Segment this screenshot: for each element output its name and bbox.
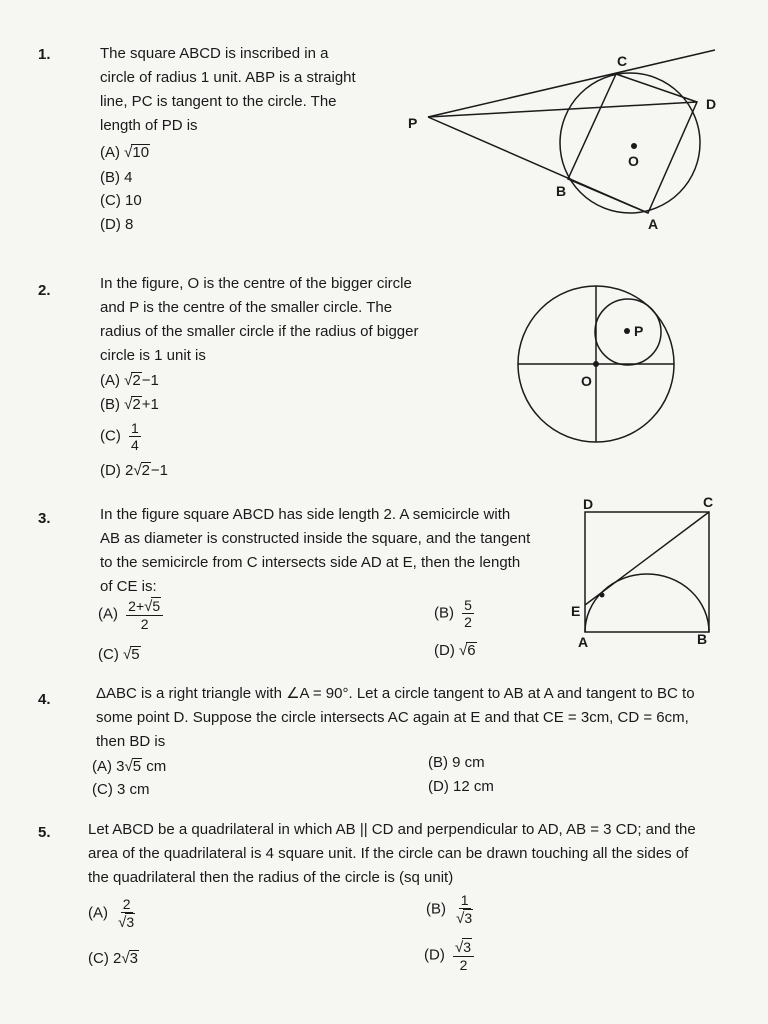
semicircle <box>585 574 709 632</box>
option-b[interactable]: (B) $\frac{1}{√3}$ <box>426 892 473 927</box>
option-c[interactable]: (C) 3 cm <box>92 781 150 798</box>
option-a[interactable]: (A) √10 <box>100 144 150 161</box>
option-b[interactable]: (B) √2+1 <box>100 396 159 413</box>
label-b: B <box>556 183 567 199</box>
option-d[interactable]: (D) 2√2−1 <box>100 462 169 479</box>
square-abcd <box>585 512 709 632</box>
option-a[interactable]: (A) $\frac{2+√5}{2}$ <box>98 597 163 632</box>
option-d[interactable]: (D) 8 <box>100 216 134 233</box>
option-c[interactable]: (C) $\frac{1}{4}$ <box>100 420 139 453</box>
label-e: E <box>571 603 581 619</box>
label-p: P <box>634 323 644 339</box>
option-d[interactable]: (D) √6 <box>434 642 476 659</box>
label-c: C <box>703 494 714 510</box>
label-o: O <box>628 153 639 169</box>
label-a: A <box>648 216 659 232</box>
question-number: 4. <box>38 691 51 708</box>
label-b: B <box>697 631 708 647</box>
option-a[interactable]: (A) 3√5 cm <box>92 758 167 775</box>
question-text: ΔABC is a right triangle with ∠A = 90°. Let a circle tangent to AB at A and tangent to BC to some point D. Suppose the circle intersects AC again at E and that CE = 3cm, CD = 6cm, then BD is <box>96 685 695 750</box>
question-text: The square ABCD is inscribed in a circle of radius 1 unit. ABP is a straight line, PC is tangent to the circle. The length of PD is <box>100 45 356 134</box>
option-a[interactable]: (A) √2−1 <box>100 372 159 389</box>
option-c[interactable]: (C) 10 <box>100 192 142 209</box>
question-text: In the figure, O is the centre of the bigger circle and P is the centre of the smaller circle. The radius of the smaller circle if the radius of bigger circle is 1 unit is <box>100 275 419 364</box>
label-d: D <box>706 96 717 112</box>
label-c: C <box>617 53 628 69</box>
option-c[interactable]: (C) 2√3 <box>88 950 138 967</box>
question-text: Let ABCD be a quadrilateral in which AB || CD and perpendicular to AD, AB = 3 CD; and the area of the quadrilateral is 4 square unit. If the circle can be drawn touching all the sides of the quadrilateral then the radius of the circle is (sq unit) <box>88 821 696 886</box>
option-c[interactable]: (C) √5 <box>98 646 140 663</box>
label-d: D <box>583 496 594 512</box>
question-number: 1. <box>38 46 51 63</box>
question-text: In the figure square ABCD has side length 2. A semicircle with AB as diameter is constructed inside the square, and the tangent to the semicircle from C intersects side AD at E, then the length of CE is: <box>100 506 531 595</box>
option-b[interactable]: (B) $\frac{5}{2}$ <box>434 597 472 630</box>
label-a: A <box>578 634 589 650</box>
option-d[interactable]: (D) $\frac{√3}{2}$ <box>424 938 474 973</box>
label-p: P <box>408 115 418 131</box>
label-o: O <box>581 373 592 389</box>
option-a[interactable]: (A) $\frac{2}{√3}$ <box>88 896 135 931</box>
question-number: 3. <box>38 510 51 527</box>
question-number: 2. <box>38 282 51 299</box>
option-b[interactable]: (B) 4 <box>100 169 133 186</box>
question-number: 5. <box>38 824 51 841</box>
tangent-point <box>600 593 605 598</box>
option-b[interactable]: (B) 9 cm <box>428 754 485 771</box>
option-d[interactable]: (D) 12 cm <box>428 778 494 795</box>
